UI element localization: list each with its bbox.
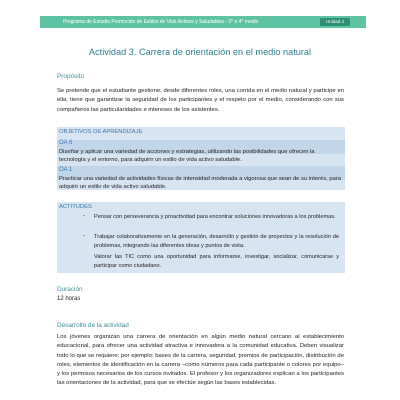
development-text: Los jóvenes organizan una carrera de orientación en algún medio natural cercano al establecimiento educacional, para ofrecer una actividad atractiva e innovadora a la comunidad educativa. Deben visualizar todo lo que se requiere; por ejemplo: bases de la carrera, seguridad, premios de participación, distribución de roles, elementos de identificación en la carrera –como números para cada participante o colores por equipo– y los permisos necesarios de los cursos invitados. El profesor y los organizadores explican a los participantes las orientaciones de la actividad, para que se efectúe según las bases establecidas.: [57, 334, 344, 387]
header-bar: [40, 16, 366, 28]
attitude-item: Pensar con perseverancia y proactividad para encontrar soluciones innovadoras a los problemas.: [94, 214, 336, 220]
attitude-bullet: -: [83, 213, 85, 219]
duration-heading: Duración: [57, 286, 83, 293]
objectives-box: [57, 127, 345, 190]
attitudes-box: [57, 202, 345, 273]
attitude-item: Valorar las TIC como una oportunidad para informarse, investigar, socializar, comunicarse y participar como ciudadano.: [94, 254, 339, 269]
oa1-code: OA 1: [59, 167, 73, 173]
purpose-text: Se pretende que el estudiante gestione, desde diferentes roles, una corrida en el medio natural y participe en ella; tiene que garantizar la seguridad de los participantes y el respeto por el medio, considerando con sus compañeros las particularidades e intereses de los asistentes.: [57, 88, 344, 113]
objectives-label: OBJETIVOS DE APRENDIZAJE: [59, 129, 143, 135]
attitudes-label: ACTITUDES: [59, 204, 92, 210]
duration-value: 12 horas: [57, 296, 81, 302]
oa6-code: OA 6: [59, 140, 73, 146]
attitude-item: Trabajar colaborativamente en la generación, desarrollo y gestión de proyectos y la resolución de problemas, integrando las diferentes ideas y puntos de vista.: [94, 234, 339, 249]
attitude-bullet: -: [83, 233, 85, 239]
development-heading: Desarrollo de la actividad: [57, 322, 129, 329]
oa6-text: Diseñar y aplicar una variedad de acciones y estrategias, utilizando las posibilidades que ofrecen la tecnología y el entorno, para adquirir un estilo de vida activo saludable.: [59, 149, 315, 164]
page-title: Actividad 3. Carrera de orientación en el medio natural: [88, 47, 312, 57]
program-title: Programa de Estudio Promoción de Estilos de Vida Activos y Saludables - 3° o 4° medio: [63, 19, 259, 25]
purpose-heading: Propósito: [57, 73, 84, 80]
oa1-text: Practicar una variedad de actividades físicas de intensidad moderada a vigorosa que sean de su interés, para adquirir un estilo de vida activo saludable.: [59, 176, 341, 191]
unit-badge: Unidad 4: [320, 18, 350, 26]
